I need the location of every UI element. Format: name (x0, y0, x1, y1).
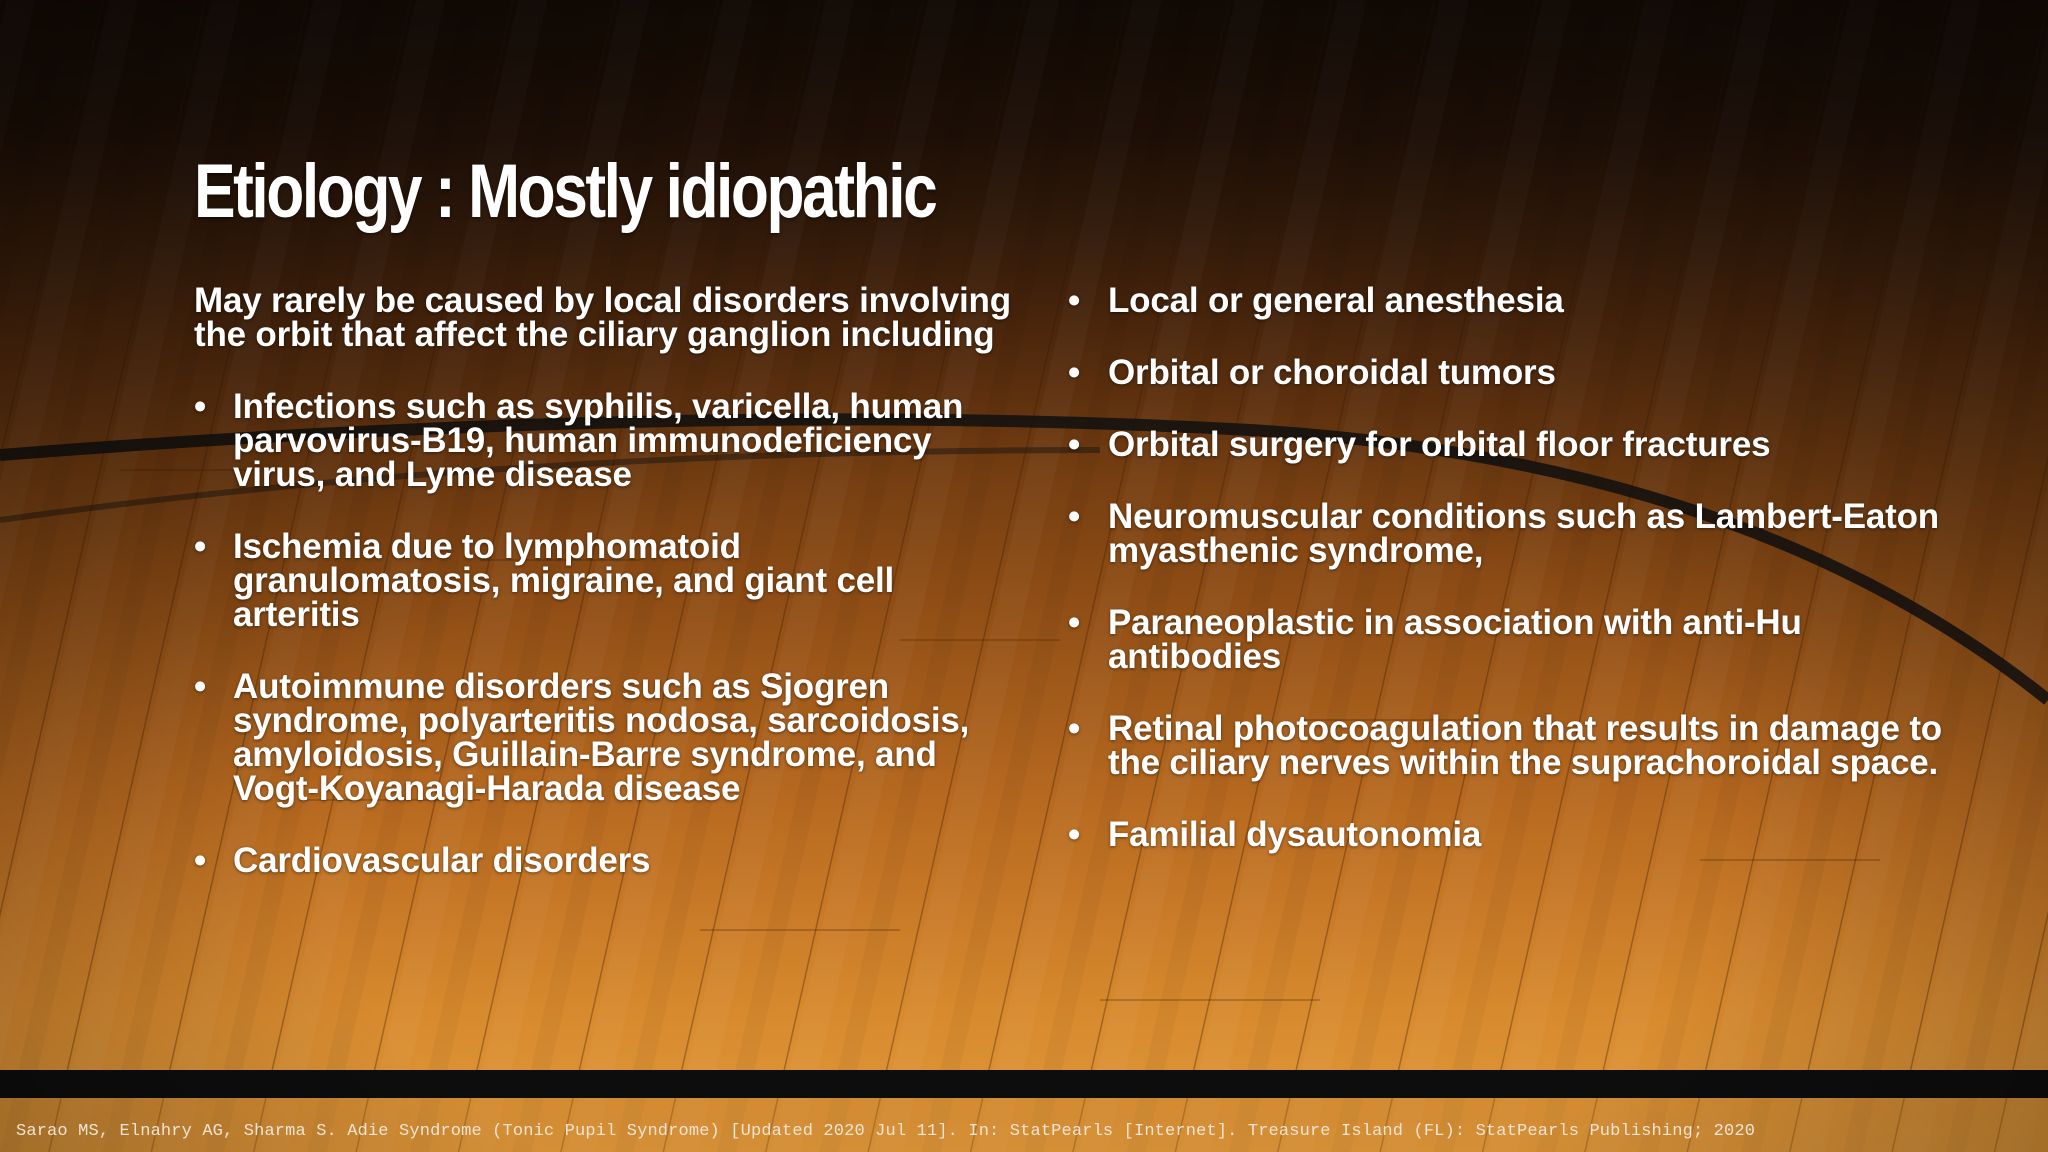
list-item (1068, 815, 1968, 854)
bullet-icon: • (1068, 497, 1081, 536)
bullet-text: Autoimmune disorders such as Sjogren syndrome, polyarteritis nodosa, sarcoidosis, amyloidosis, Guillain-Barre syndrome, and Vogt-Koyanagi-Harada disease (233, 667, 970, 808)
bullet-icon: • (194, 667, 207, 706)
list-item (194, 841, 1014, 880)
bullet-text: Paraneoplastic in association with anti-Hu antibodies (1108, 603, 1802, 676)
left-bullet-list (194, 387, 1014, 880)
bullet-text: Infections such as syphilis, varicella, human parvovirus-B19, human immunodeficiency virus, and Lyme disease (233, 387, 964, 494)
bullet-icon: • (194, 841, 207, 880)
bullet-icon: • (1068, 281, 1081, 320)
list-item (194, 667, 1014, 808)
bullet-text: Retinal photocoagulation that results in damage to the ciliary nerves within the suprachoroidal space. (1108, 709, 1942, 782)
bullet-text: Local or general anesthesia (1108, 281, 1564, 320)
slide-title: Etiology : Mostly idiopathic (194, 149, 936, 234)
bullet-text: Ischemia due to lymphomatoid granulomatosis, migraine, and giant cell arteritis (233, 527, 895, 634)
bullet-icon: • (194, 527, 207, 566)
list-item (194, 527, 1014, 634)
right-column (1068, 281, 1968, 890)
list-item (1068, 497, 1968, 570)
bullet-text: Cardiovascular disorders (233, 841, 651, 880)
bullet-icon: • (1068, 815, 1081, 854)
bullet-icon: • (1068, 603, 1081, 642)
bullet-icon: • (194, 387, 207, 426)
citation-footer: Sarao MS, Elnahry AG, Sharma S. Adie Syndrome (Tonic Pupil Syndrome) [Updated 2020 Jul 11]. In: StatPearls [Internet]. Treasure Island (FL): StatPearls Publishing; 2020 (16, 1122, 1756, 1141)
right-bullet-list (1068, 281, 1968, 854)
list-item (1068, 709, 1968, 782)
left-column (194, 281, 1014, 916)
bullet-icon: • (1068, 709, 1081, 748)
list-item (1068, 603, 1968, 676)
list-item (194, 387, 1014, 494)
bullet-text: Orbital surgery for orbital floor fractures (1108, 425, 1771, 464)
list-item (1068, 281, 1968, 320)
bullet-icon: • (1068, 353, 1081, 392)
list-item (1068, 425, 1968, 464)
list-item (1068, 353, 1968, 392)
intro-text: May rarely be caused by local disorders involving the orbit that affect the ciliary ganglion including (194, 281, 1011, 354)
bullet-text: Neuromuscular conditions such as Lambert-Eaton myasthenic syndrome, (1108, 497, 1939, 570)
bullet-text: Familial dysautonomia (1108, 815, 1482, 854)
bullet-text: Orbital or choroidal tumors (1108, 353, 1556, 392)
bullet-icon: • (1068, 425, 1081, 464)
